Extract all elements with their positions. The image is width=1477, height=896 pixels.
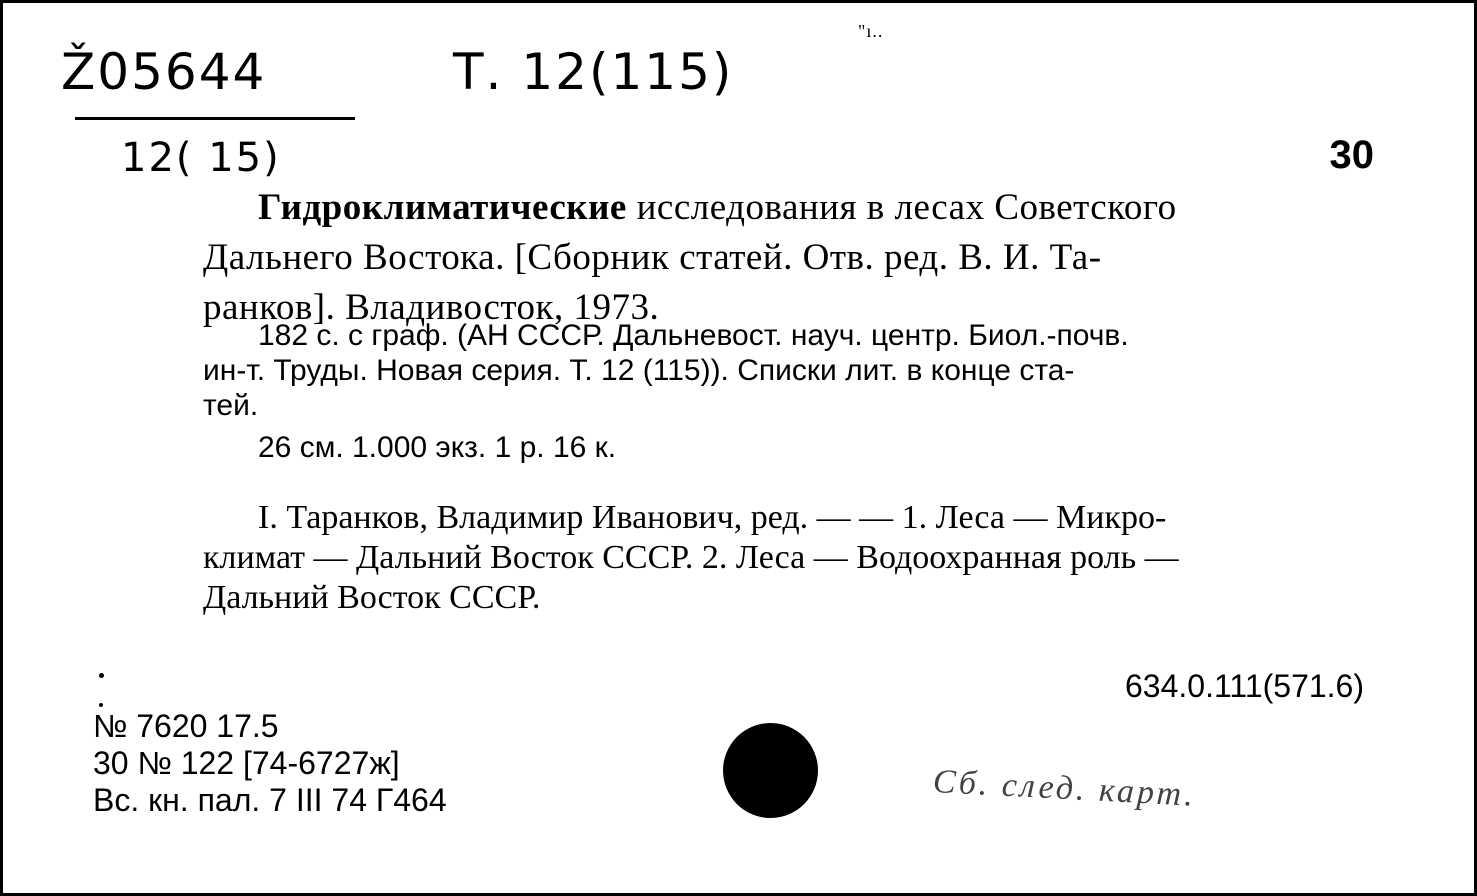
volume-handwritten: Т. 12(115): [453, 43, 734, 101]
title-block: [203, 183, 1373, 333]
faded-stamp: Сб. след. карт.: [932, 763, 1197, 814]
footer-line-2: 30 № 122 [74-6727ж]: [93, 745, 400, 781]
udc-classification: 634.0.111(571.6): [1125, 668, 1364, 704]
tracing-line-3: Дальний Восток СССР.: [203, 579, 541, 616]
footer-line-1: № 7620 17.5: [93, 708, 279, 744]
card-number: 30: [1329, 133, 1374, 177]
title-line-1: [203, 183, 1373, 233]
physical-description: [203, 318, 1373, 423]
size-price-line: 26 см. 1.000 экз. 1 р. 16 к.: [258, 431, 617, 464]
desc-line-3: тей.: [203, 389, 259, 422]
title-line-2: Дальнего Востока. [Сборник статей. Отв. ред. В. И. Та-: [203, 237, 1102, 278]
title-bold-word: Гидроклиматические: [258, 187, 627, 228]
ink-dot: [99, 703, 103, 707]
title-line-3: ранков]. Владивосток, 1973.: [203, 287, 660, 328]
desc-line-1: 182 с. с граф. (АН СССР. Дальневост. науч. центр. Биол.-почв.: [258, 319, 1129, 352]
footer-line-3: Вс. кн. пал. 7 III 74 Г464: [93, 782, 447, 818]
subject-tracing: [203, 498, 1373, 618]
desc-line-2: ин-т. Труды. Новая серия. Т. 12 (115)). Списки лит. в конце ста-: [203, 354, 1075, 387]
title-line-1-rest: исследования в лесах Советского: [626, 187, 1177, 228]
inventory-number: Ž05644: [61, 43, 267, 101]
registration-footer: [93, 708, 447, 819]
subvolume-handwritten: 12( 15): [121, 135, 281, 181]
inventory-underline: [75, 117, 355, 120]
punch-hole: [723, 723, 818, 818]
tracing-line-2: климат — Дальний Восток СССР. 2. Леса — Водоохранная роль —: [203, 539, 1179, 576]
ink-specks: "ı..: [858, 21, 884, 41]
ink-dot: [99, 673, 104, 678]
tracing-line-1: I. Таранков, Владимир Иванович, ред. — — 1. Леса — Микро-: [258, 499, 1167, 536]
